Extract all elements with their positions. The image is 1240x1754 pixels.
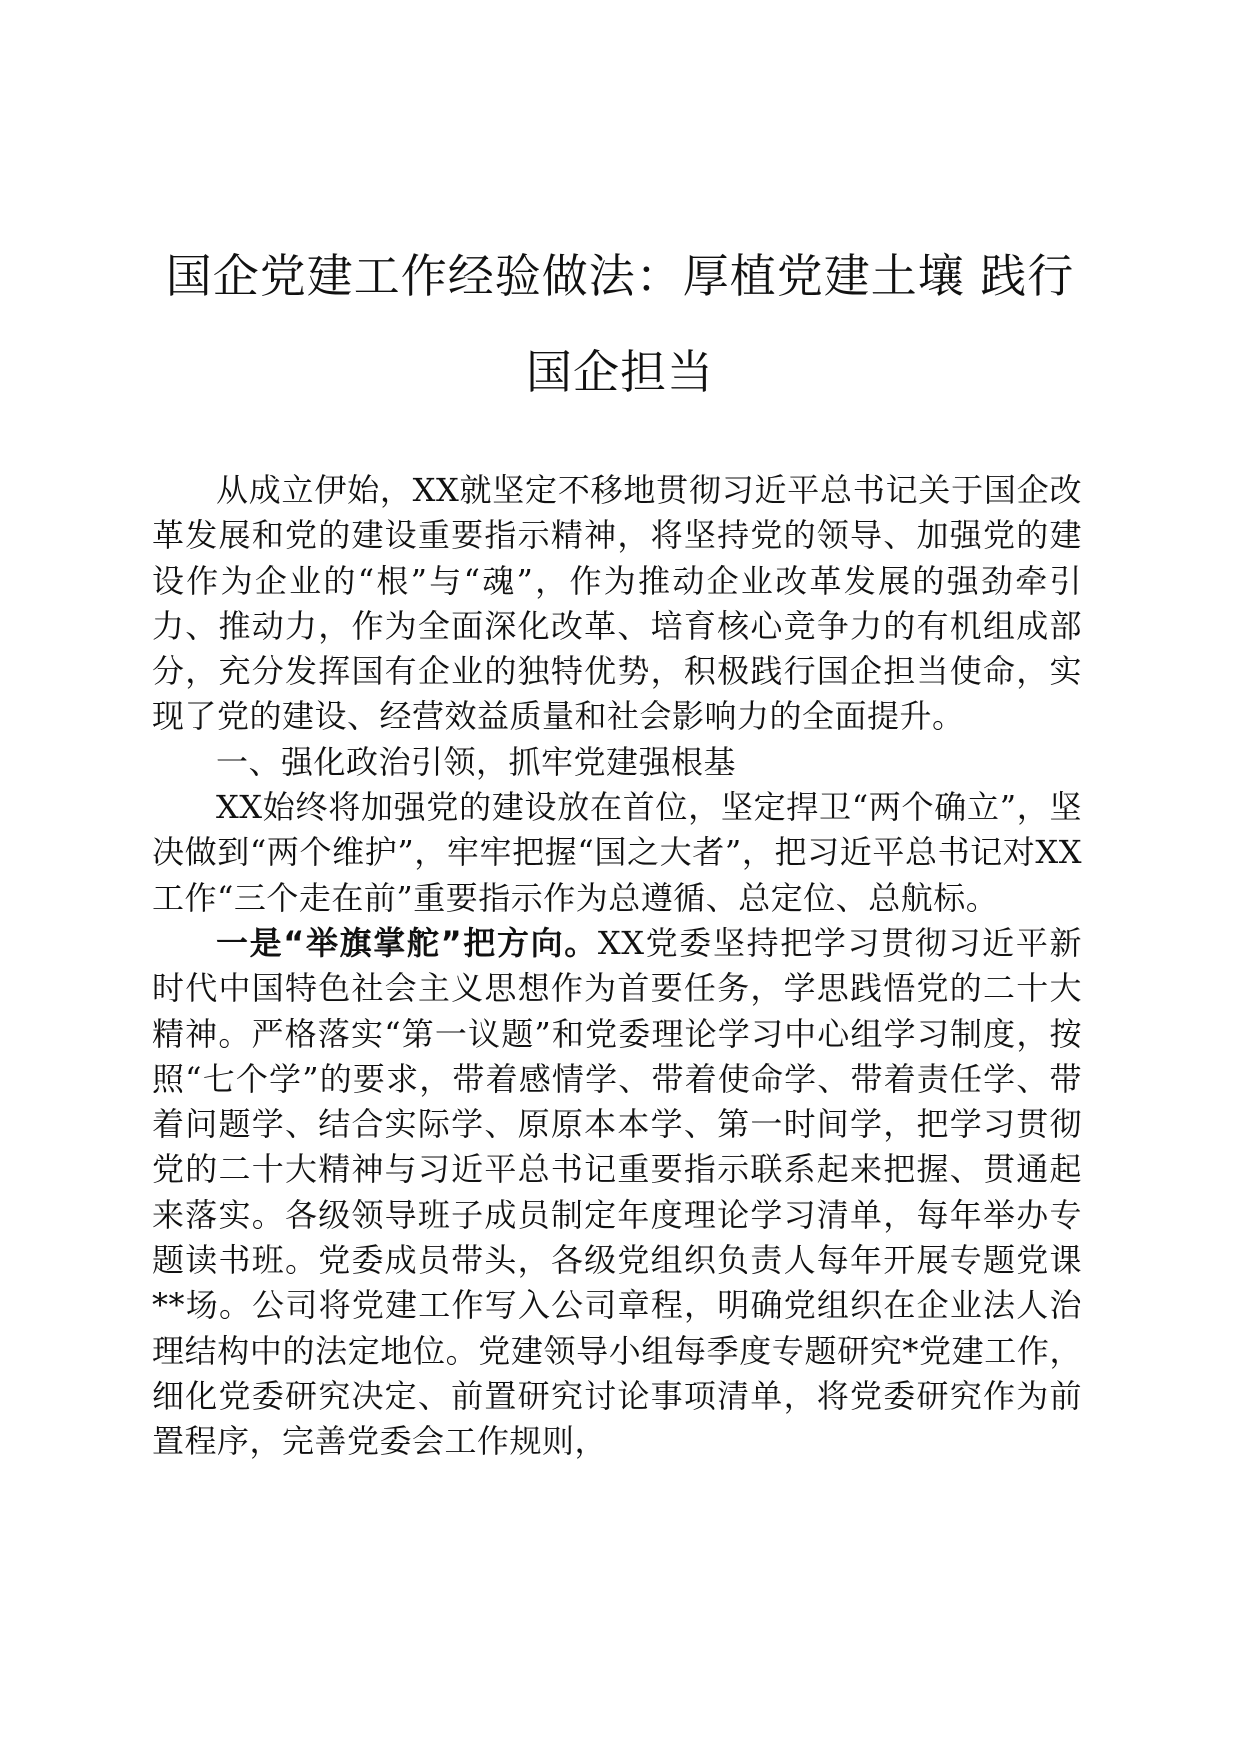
point-1-text: XX党委坚持把学习贯彻习近平新时代中国特色社会主义思想作为首要任务，学思践悟党的二十大精神。严格落实“第一议题”和党委理论学习中心组学习制度，按照“七个学”的要求，带着感情学、带着使命学、带着责任学、带着问题学、结合实际学、原原本本学、第一时间学，把学习贯彻党的二十大精神与习近平总书记重要指示联系起来把握、贯通起来落实。各级领导班子成员制定年度理论学习清单，每年举办专题读书班。党委成员带头，各级党组织负责人每年开展专题党课**场。公司将党建工作写入公司章程，明确党组织在企业法人治理结构中的法定地位。党建领导小组每季度专题研究*党建工作，细化党委研究决定、前置研究讨论事项清单，将党委研究作为前置程序，完善党委会工作规则，	[152, 923, 1082, 1461]
section-1-paragraph: XX始终将加强党的建设放在首位，坚定捍卫“两个确立”，坚决做到“两个维护”，牢牢把握“国之大者”，把习近平总书记对XX工作“三个走在前”重要指示作为总遵循、总定位、总航标。	[152, 788, 1082, 917]
title-line-2: 国企担当	[526, 345, 714, 399]
document-body	[152, 468, 1082, 1465]
document-title	[150, 228, 1090, 420]
title-line-1: 国企党建工作经验做法：厚植党建土壤 践行	[165, 249, 1075, 303]
intro-paragraph: 从成立伊始，XX就坚定不移地贯彻习近平总书记关于国企改革发展和党的建设重要指示精神，将坚持党的领导、加强党的建设作为企业的“根”与“魂”，作为推动企业改革发展的强劲牵引力、推动力，作为全面深化改革、培育核心竞争力的有机组成部分，充分发挥国有企业的独特优势，积极践行国企担当使命，实现了党的建设、经营效益质量和社会影响力的全面提升。	[152, 471, 1082, 736]
point-1-paragraph	[152, 921, 1082, 1465]
point-1-lead: 一是“举旗掌舵”把方向。	[216, 923, 598, 962]
section-heading-1: 一、强化政治引领，抓牢党建强根基	[216, 742, 737, 781]
